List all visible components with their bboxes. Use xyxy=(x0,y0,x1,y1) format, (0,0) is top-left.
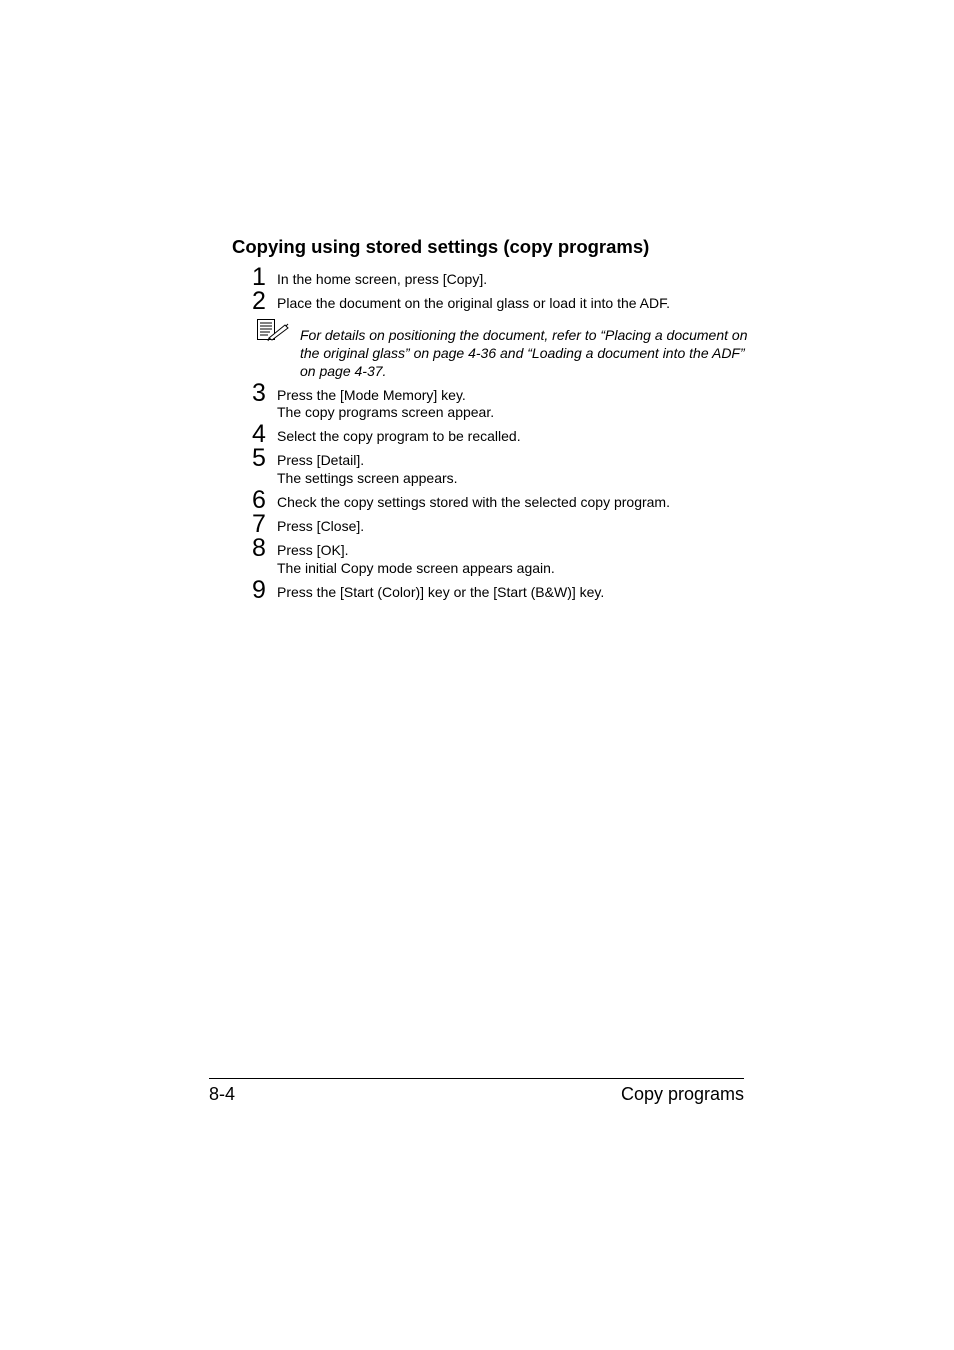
step-result-text: The initial Copy mode screen appears again. xyxy=(277,560,555,576)
step-number: 3 xyxy=(252,379,266,407)
step-number: 4 xyxy=(252,420,266,448)
step-number: 7 xyxy=(252,510,266,538)
note-text: For details on positioning the document, refer to “Placing a document on the original glass” on page 4-36 and “Loading a document into the ADF” on page 4-37. xyxy=(300,327,748,379)
step-number: 6 xyxy=(252,486,266,514)
footer-chapter-title: Copy programs xyxy=(620,1084,744,1104)
step-result-text: The copy programs screen appear. xyxy=(277,404,495,420)
step-text: In the home screen, press [Copy]. xyxy=(277,271,488,287)
step-result-text: The settings screen appears. xyxy=(277,470,458,486)
step-number: 1 xyxy=(252,263,266,291)
step-number: 9 xyxy=(252,576,266,604)
step-text: Press [Detail]. xyxy=(277,452,365,468)
step-text: Press the [Start (Color)] key or the [Start (B&W)] key. xyxy=(277,584,605,600)
step-text: Press [Close]. xyxy=(277,518,365,534)
step-number: 8 xyxy=(252,534,266,562)
step-text: Press [OK]. xyxy=(277,542,349,558)
step-text: Press the [Mode Memory] key. xyxy=(277,387,466,403)
step-text: Check the copy settings stored with the selected copy program. xyxy=(277,494,670,510)
footer-divider xyxy=(209,1078,744,1079)
section-title: Copying using stored settings (copy programs) xyxy=(232,236,650,257)
step-text: Place the document on the original glass or load it into the ADF. xyxy=(277,295,671,311)
note-pencil-icon xyxy=(256,318,290,342)
step-number: 2 xyxy=(252,287,266,315)
footer-page-number: 8-4 xyxy=(209,1084,236,1104)
step-number: 5 xyxy=(252,444,266,472)
step-text: Select the copy program to be recalled. xyxy=(277,428,521,444)
